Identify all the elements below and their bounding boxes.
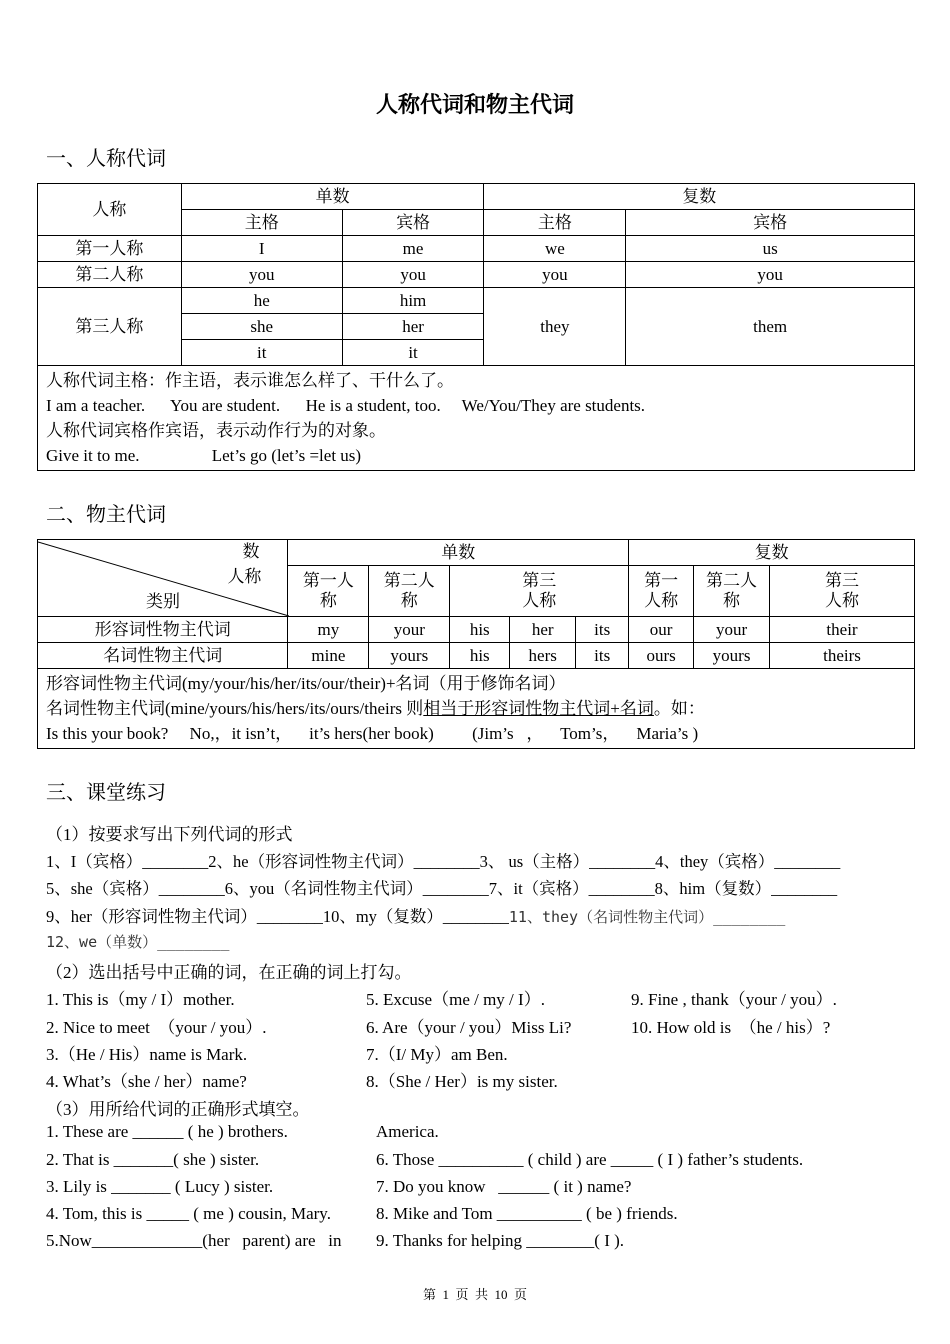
exercise3-item: 9. Thanks for helping ________( I ).	[376, 1231, 625, 1250]
exercise1-line: 5、she（宾格）________6、you（名词性物主代词）________7、it（宾格）________8、him（复数）________	[46, 879, 838, 898]
header-person: 人称	[38, 184, 182, 236]
table-cell: your	[369, 617, 450, 643]
table-cell: me	[342, 236, 484, 262]
table-cell: yours	[369, 643, 450, 669]
table-cell: ours	[629, 643, 694, 669]
note-line	[46, 696, 906, 721]
exercise3-item: 3. Lily is _______ ( Lucy ) sister.	[46, 1177, 274, 1196]
table-cell: it	[342, 340, 484, 366]
note-text: 名词性物主代词(mine/yours/his/hers/its/ours/theirs 则	[46, 699, 424, 718]
table-cell: him	[342, 288, 484, 314]
exercise3-item: America.	[376, 1122, 439, 1141]
table-cell: he	[181, 288, 342, 314]
table-cell: his	[450, 643, 510, 669]
diagonal-header-cell	[38, 540, 288, 617]
table-cell: mine	[288, 643, 369, 669]
personal-pronoun-table	[37, 183, 915, 471]
page-footer: 第 1 页 共 10 页	[422, 1287, 527, 1302]
note-underlined-text: 相当于形容词性物主代词+名词	[423, 699, 654, 718]
exercise2-item: 1. This is（my / I）mother.	[46, 990, 235, 1009]
table-cell: 第三人称	[38, 288, 182, 366]
exercise2-item: 4. What’s（she / her）name?	[46, 1072, 247, 1091]
table-cell: them	[626, 288, 915, 366]
exercise1-text: 11、they（名词性物主代词）________	[508, 908, 786, 926]
header-singular: 单数	[288, 540, 629, 566]
exercise2-item: 10. How old is （he / his）?	[631, 1018, 831, 1037]
note-line: I am a teacher. You are student. He is a student, too. We/You/They are students.	[46, 396, 646, 415]
table-notes	[38, 366, 915, 471]
header-second-person: 第二人称	[369, 566, 450, 617]
exercise2-item: 2. Nice to meet （your / you）.	[46, 1018, 267, 1037]
exercise2-item: 7.（I/ My）am Ben.	[366, 1045, 508, 1064]
exercise1-heading: （1）按要求写出下列代词的形式	[46, 825, 293, 844]
table-cell: it	[181, 340, 342, 366]
exercise2-item: 6. Are（your / you）Miss Li?	[366, 1018, 572, 1037]
row-label: 形容词性物主代词	[38, 617, 288, 643]
table-cell: their	[770, 617, 915, 643]
table-cell: your	[694, 617, 770, 643]
diag-label-person: 人称	[227, 567, 262, 586]
exercise1-line: 1、I（宾格）________2、he（形容词性物主代词）________3、 us（主格）________4、they（宾格）________	[46, 852, 841, 871]
header-object: 宾格	[342, 210, 484, 236]
exercise3-item: 1. These are ______ ( he ) brothers.	[46, 1122, 288, 1141]
exercise2-heading: （2）选出括号中正确的词，在正确的词上打勾。	[46, 963, 412, 982]
table-cell: you	[342, 262, 484, 288]
header-singular: 单数	[181, 184, 484, 210]
header-subject: 主格	[484, 210, 626, 236]
exercise1-line	[46, 903, 785, 927]
header-third-person-plural: 第三人称	[770, 566, 915, 617]
exercise3-item: 6. Those __________ ( child ) are _____ ( I ) father’s students.	[376, 1150, 804, 1169]
note-line: Is this your book? No,，it isn’t， it’s hers(her book) (Jim’s ， Tom’s， Maria’s )	[46, 724, 699, 743]
note-line: 形容词性物主代词(my/your/his/her/its/our/their)+名词（用于修饰名词）	[46, 674, 566, 693]
note-text: 。如：	[653, 699, 705, 718]
header-subject: 主格	[181, 210, 342, 236]
exercise3-item: 7. Do you know ______ ( it ) name?	[376, 1177, 632, 1196]
table-cell: you	[181, 262, 342, 288]
table-cell: you	[484, 262, 626, 288]
table-cell: his	[450, 617, 510, 643]
table-cell: my	[288, 617, 369, 643]
header-plural: 复数	[484, 184, 915, 210]
table-cell: theirs	[770, 643, 915, 669]
exercise2-item: 8.（She / Her）is my sister.	[366, 1072, 558, 1091]
possessive-pronoun-table	[37, 539, 915, 749]
table-cell: yours	[694, 643, 770, 669]
exercise3-heading: （3）用所给代词的正确形式填空。	[46, 1100, 310, 1119]
table-cell: our	[629, 617, 694, 643]
table-cell: 第二人称	[38, 262, 182, 288]
exercise1-text: 9、her（形容词性物主代词）________10、my（复数）________	[46, 907, 509, 926]
table-cell: she	[181, 314, 342, 340]
diag-label-category: 类别	[146, 592, 180, 611]
exercise3-item: 5.Now_____________(her parent) are in	[46, 1231, 342, 1250]
table-cell: I	[181, 236, 342, 262]
table-cell: its	[576, 617, 629, 643]
row-label: 名词性物主代词	[38, 643, 288, 669]
exercise2-item: 9. Fine , thank（your / you）.	[631, 990, 837, 1009]
section-heading-exercises: 三、课堂练习	[46, 780, 166, 804]
table-cell: her	[510, 617, 576, 643]
header-third-person: 第三人称	[450, 566, 629, 617]
table-cell: we	[484, 236, 626, 262]
note-line: 人称代词宾格作宾语，表示动作行为的对象。	[46, 421, 386, 440]
exercise3-item: 4. Tom, this is _____ ( me ) cousin, Mary.	[46, 1204, 331, 1223]
table-cell: they	[484, 288, 626, 366]
note-line: Give it to me. Let’s go (let’s =let us)	[46, 446, 362, 465]
table-cell: hers	[510, 643, 576, 669]
exercise2-item: 3.（He / His）name is Mark.	[46, 1045, 248, 1064]
exercise2-item: 5. Excuse（me / my / I）.	[366, 990, 545, 1009]
table-cell: her	[342, 314, 484, 340]
table-cell: its	[576, 643, 629, 669]
note-line: 人称代词主格：作主语，表示谁怎么样了、干什么了。	[46, 371, 454, 390]
table-notes	[38, 669, 915, 749]
exercise1-line: 12、we（单数）________	[46, 933, 230, 951]
section-heading-possessive-pronouns: 二、物主代词	[46, 502, 166, 526]
exercise3-item: 2. That is _______( she ) sister.	[46, 1150, 260, 1169]
section-heading-personal-pronouns: 一、人称代词	[46, 146, 166, 170]
table-cell: you	[626, 262, 915, 288]
table-cell: 第一人称	[38, 236, 182, 262]
table-cell: us	[626, 236, 915, 262]
header-first-person: 第一人称	[288, 566, 369, 617]
header-plural: 复数	[629, 540, 915, 566]
header-first-person-plural: 第一人称	[629, 566, 694, 617]
exercise3-item: 8. Mike and Tom __________ ( be ) friends.	[376, 1204, 678, 1223]
header-second-person-plural: 第二人称	[694, 566, 770, 617]
page-title: 人称代词和物主代词	[375, 93, 574, 118]
header-object: 宾格	[626, 210, 915, 236]
diag-label-number: 数	[242, 542, 260, 561]
